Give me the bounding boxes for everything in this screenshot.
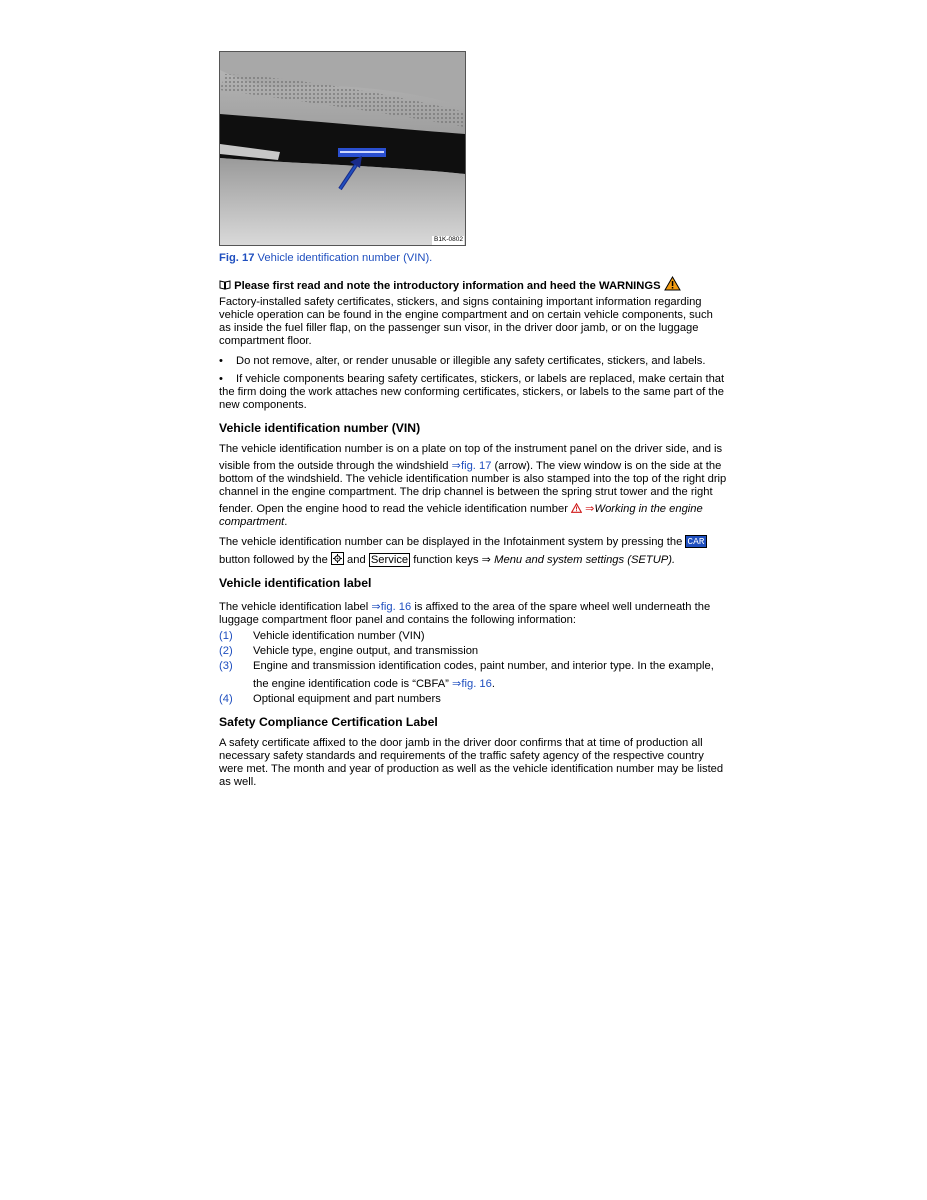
arrow-glyph: ⇒	[585, 503, 595, 515]
list-number: (2)	[219, 645, 233, 657]
text-line: A safety certificate affixed to the door jamb in the driver door confirms that at time of production all	[219, 737, 703, 749]
figure-caption-text: Vehicle identification number (VIN).	[257, 252, 433, 264]
text-line: channel in the engine compartment. The drip channel is between the spring strut tower and the right	[219, 486, 713, 498]
bullet-text: new components.	[219, 399, 307, 411]
list-number: (1)	[219, 630, 233, 642]
text-line: visible from the outside through the windshield ⇒fig. 17 (arrow). The view window is on the side at the	[219, 460, 722, 472]
vin-figure-illustration	[220, 52, 465, 245]
label-heading: Vehicle identification label	[219, 576, 372, 590]
warning-icon	[571, 503, 582, 513]
text-line: were met. The month and year of production as well as the vehicle identification number may be listed	[219, 763, 724, 775]
text-line: bottom of the windshield. The vehicle identification number is also stamped into the top of the right drip	[219, 473, 727, 485]
text-line: as well.	[219, 776, 257, 788]
arrow-glyph: ⇒	[451, 460, 461, 472]
text-line: The vehicle identification number can be displayed in the Infotainment system by pressing the CAR	[219, 536, 705, 548]
arrow-glyph: ⇒	[452, 678, 462, 690]
list-text: Vehicle type, engine output, and transmission	[253, 645, 479, 657]
list-item	[219, 645, 478, 658]
notice-text: Please first read and note the introductory information and heed the WARNINGS	[234, 280, 661, 292]
label-paragraph	[219, 601, 737, 627]
warning-icon	[664, 276, 681, 291]
text-line: fender. Open the engine hood to read the vehicle identification number ⇒Working in the engine	[219, 503, 703, 515]
text-line: The vehicle identification number is on a plate on top of the instrument panel on the driver side, and is	[219, 443, 723, 455]
car-key[interactable]: CAR	[687, 536, 705, 547]
text-line: button followed by the and Service function keys ⇒ Menu and system settings (SETUP).	[219, 554, 676, 566]
text-line: as inside the fuel filler flap, on the passenger sun visor, in the driver door jamb, or on the luggage	[219, 322, 699, 334]
text-line: luggage compartment floor panel and contains the following information:	[219, 614, 576, 626]
text-line: necessary safety standards and requirements of the traffic safety agency of the respective country	[219, 750, 704, 762]
figure-code: B1K-0802	[434, 236, 463, 243]
list-item	[219, 630, 425, 643]
figure-label: Fig. 17	[219, 252, 255, 264]
safety-paragraph	[219, 737, 737, 789]
vin-heading: Vehicle identification number (VIN)	[219, 421, 421, 435]
list-number: (3)	[219, 660, 233, 672]
bullet-item	[219, 373, 737, 412]
list-text: Vehicle identification number (VIN)	[253, 630, 425, 642]
service-key[interactable]: Service	[370, 554, 409, 566]
intro-notice	[219, 276, 681, 293]
text-line: The vehicle identification label ⇒fig. 16 is affixed to the area of the spare wheel well underneath the	[219, 601, 711, 613]
list-item	[219, 660, 714, 673]
text-line: compartment floor.	[219, 335, 312, 347]
list-text: Engine and transmission identification codes, paint number, and interior type. In the example,	[253, 660, 714, 672]
book-icon	[219, 280, 231, 290]
safety-heading: Safety Compliance Certification Label	[219, 715, 438, 729]
fig16-link[interactable]: fig. 16	[380, 601, 412, 613]
bullet-text: If vehicle components bearing safety certificates, stickers, or labels are replaced, make certain that	[236, 373, 725, 385]
arrow-glyph: ⇒	[481, 554, 492, 566]
bullet-item	[219, 355, 706, 368]
text-line: compartment.	[219, 516, 288, 528]
vin-figure	[219, 51, 466, 246]
settings-key-icon[interactable]	[331, 552, 344, 565]
infotainment-paragraph	[219, 535, 737, 567]
list-item	[219, 693, 441, 706]
fig17-link[interactable]: fig. 17	[460, 460, 492, 472]
setup-link[interactable]: Menu and system settings (SETUP)	[494, 554, 672, 566]
arrow-glyph: ⇒	[371, 601, 381, 613]
vin-paragraph	[219, 443, 737, 529]
bullet-text: Do not remove, alter, or render unusable or illegible any safety certificates, stickers, and labels.	[236, 355, 706, 367]
intro-paragraph	[219, 296, 737, 348]
bullet-text: the firm doing the work attaches new conforming certificates, stickers, or labels to the same part of the	[219, 386, 724, 398]
list-number: (4)	[219, 693, 233, 705]
fig16-link[interactable]: fig. 16	[461, 678, 492, 690]
list-item-continuation: the engine identification code is “CBFA” ⇒fig. 16.	[253, 678, 495, 690]
working-engine-link[interactable]: Working in the engine	[594, 503, 703, 515]
figure-caption	[219, 252, 432, 265]
bullet-icon: •	[219, 355, 223, 367]
text-line: vehicle operation can be found in the engine compartment and on certain vehicle components, such	[219, 309, 713, 321]
text-line: Factory-installed safety certificates, stickers, and signs containing important information regarding	[219, 296, 702, 308]
list-text: Optional equipment and part numbers	[253, 693, 441, 705]
bullet-icon: •	[219, 373, 223, 385]
